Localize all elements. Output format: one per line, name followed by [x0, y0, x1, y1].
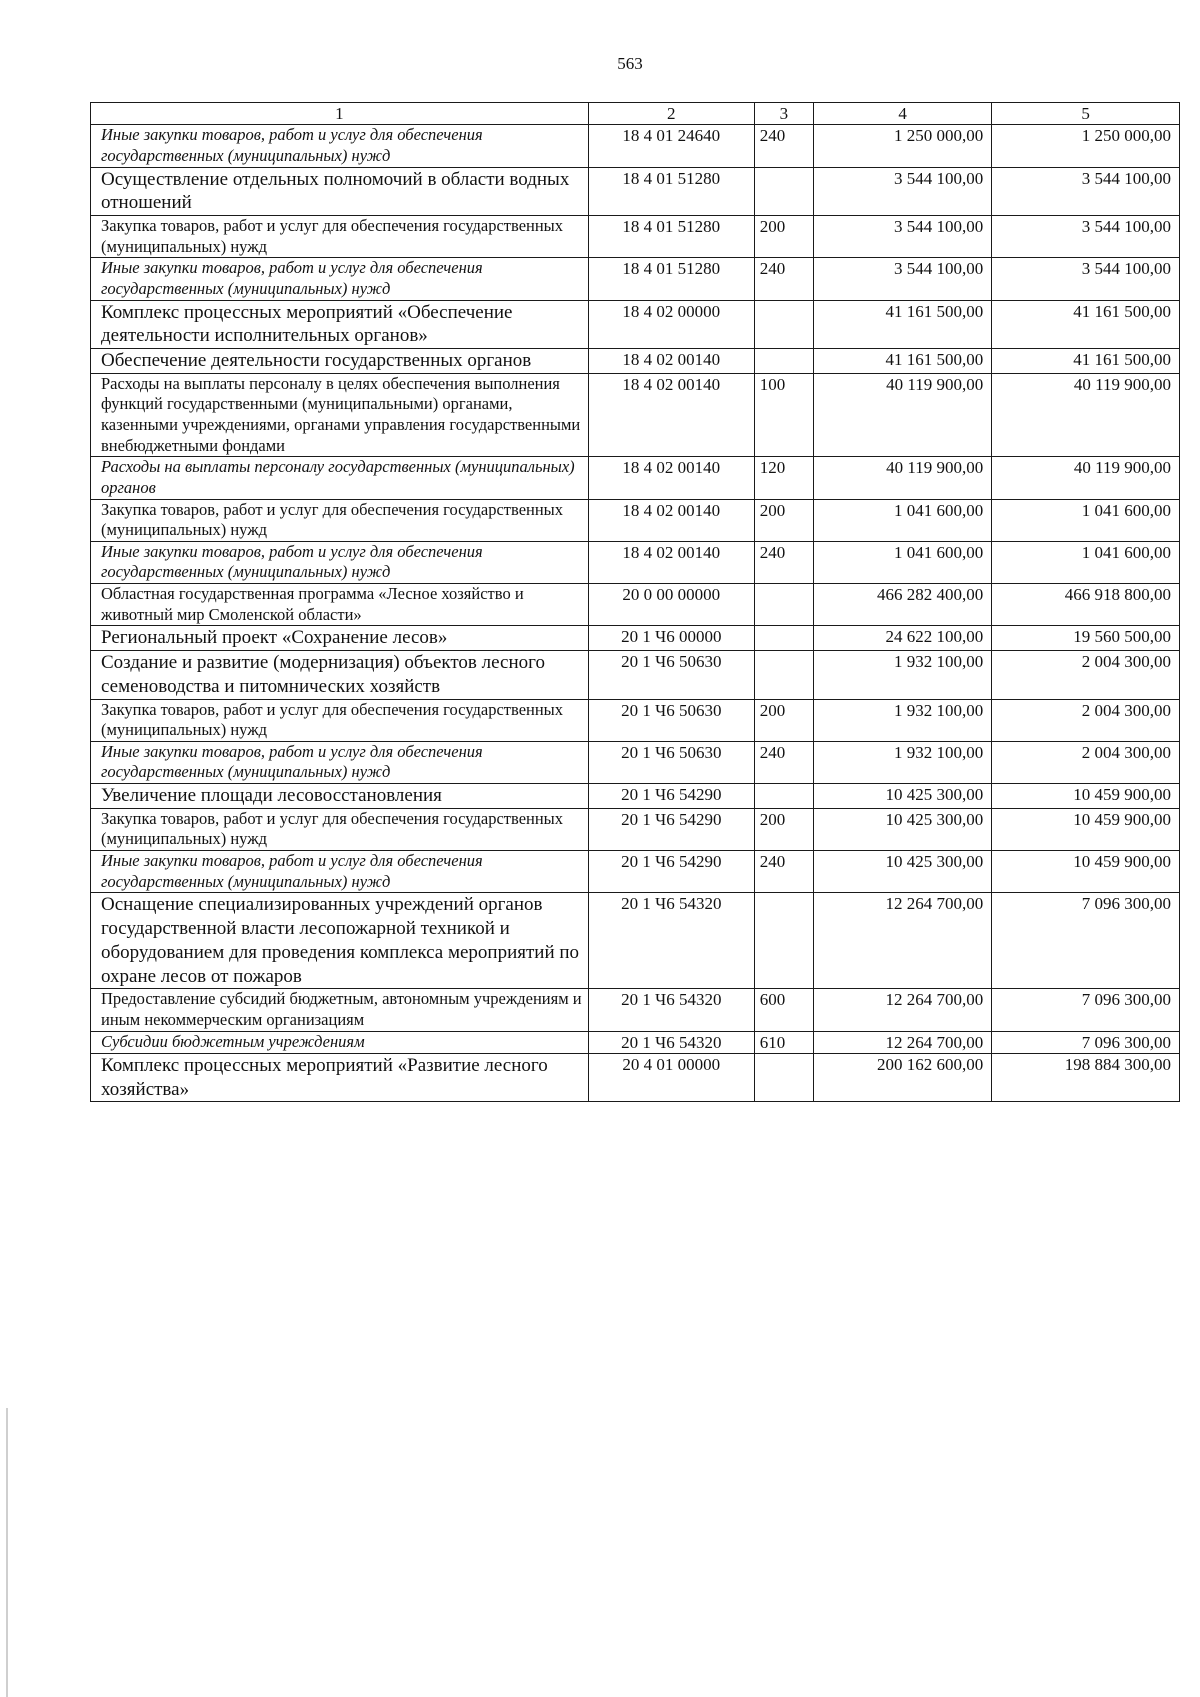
- row-vr-cell: [754, 167, 813, 216]
- row-vr-cell: 240: [754, 851, 813, 893]
- row-name-cell: Расходы на выплаты персоналу в целях обеспечения выполнения функций государственными (муниципальными) органами, казенными учреждениями, органами управления государственными внебюджетными фондами: [91, 373, 589, 457]
- row-vr-cell: [754, 626, 813, 651]
- row-sum-2-cell: 198 884 300,00: [992, 1053, 1180, 1102]
- column-header-sum-2: 5: [992, 103, 1180, 125]
- row-sum-2-cell: 10 459 900,00: [992, 851, 1180, 893]
- row-vr-cell: 200: [754, 699, 813, 741]
- row-name-cell: Предоставление субсидий бюджетным, автономным учреждениям и иным некоммерческим организациям: [91, 989, 589, 1031]
- row-code-cell: 18 4 01 51280: [588, 258, 754, 300]
- row-vr-cell: [754, 784, 813, 809]
- row-sum-1-cell: 10 425 300,00: [813, 784, 991, 809]
- row-vr-cell: [754, 651, 813, 700]
- page-number: 563: [617, 54, 643, 73]
- row-name-cell: Иные закупки товаров, работ и услуг для обеспечения государственных (муниципальных) нужд: [91, 851, 589, 893]
- table-body: [91, 125, 1180, 1102]
- row-sum-1-cell: 41 161 500,00: [813, 349, 991, 374]
- row-name-cell: Обеспечение деятельности государственных органов: [91, 349, 589, 374]
- table-row: [91, 626, 1180, 651]
- row-code-cell: 18 4 01 51280: [588, 216, 754, 258]
- row-code-cell: 18 4 01 51280: [588, 167, 754, 216]
- table-row: [91, 784, 1180, 809]
- row-code-cell: 20 1 Ч6 50630: [588, 651, 754, 700]
- table-row: [91, 893, 1180, 989]
- row-name-cell: Расходы на выплаты персоналу государственных (муниципальных) органов: [91, 457, 589, 499]
- table-header-row: [91, 103, 1180, 125]
- row-sum-1-cell: 41 161 500,00: [813, 300, 991, 349]
- table-row: [91, 373, 1180, 457]
- row-sum-1-cell: 40 119 900,00: [813, 373, 991, 457]
- row-code-cell: 18 4 02 00000: [588, 300, 754, 349]
- row-vr-cell: [754, 893, 813, 989]
- row-sum-1-cell: 3 544 100,00: [813, 167, 991, 216]
- table-row: [91, 216, 1180, 258]
- row-sum-2-cell: 7 096 300,00: [992, 989, 1180, 1031]
- row-sum-2-cell: 3 544 100,00: [992, 216, 1180, 258]
- column-header-code: 2: [588, 103, 754, 125]
- row-name-cell: Увеличение площади лесовосстановления: [91, 784, 589, 809]
- table-row: [91, 125, 1180, 167]
- row-code-cell: 18 4 02 00140: [588, 457, 754, 499]
- row-sum-2-cell: 7 096 300,00: [992, 893, 1180, 989]
- row-vr-cell: 240: [754, 541, 813, 583]
- row-code-cell: 20 0 00 00000: [588, 584, 754, 626]
- row-code-cell: 18 4 02 00140: [588, 373, 754, 457]
- table-row: [91, 851, 1180, 893]
- scan-edge-line: [6, 1408, 8, 1697]
- row-vr-cell: 240: [754, 125, 813, 167]
- row-sum-1-cell: 12 264 700,00: [813, 989, 991, 1031]
- row-sum-2-cell: 3 544 100,00: [992, 258, 1180, 300]
- row-sum-2-cell: 1 250 000,00: [992, 125, 1180, 167]
- row-sum-2-cell: 7 096 300,00: [992, 1031, 1180, 1053]
- table-row: [91, 699, 1180, 741]
- row-sum-1-cell: 1 041 600,00: [813, 499, 991, 541]
- row-code-cell: 20 1 Ч6 54320: [588, 989, 754, 1031]
- row-name-cell: Региональный проект «Сохранение лесов»: [91, 626, 589, 651]
- row-code-cell: 20 1 Ч6 54290: [588, 784, 754, 809]
- row-sum-2-cell: 2 004 300,00: [992, 741, 1180, 783]
- row-vr-cell: 240: [754, 741, 813, 783]
- row-vr-cell: 610: [754, 1031, 813, 1053]
- row-sum-2-cell: 40 119 900,00: [992, 457, 1180, 499]
- row-name-cell: Областная государственная программа «Лесное хозяйство и животный мир Смоленской области»: [91, 584, 589, 626]
- table-row: [91, 499, 1180, 541]
- row-vr-cell: 240: [754, 258, 813, 300]
- row-sum-2-cell: 3 544 100,00: [992, 167, 1180, 216]
- row-sum-2-cell: 2 004 300,00: [992, 699, 1180, 741]
- row-name-cell: Иные закупки товаров, работ и услуг для обеспечения государственных (муниципальных) нужд: [91, 741, 589, 783]
- row-code-cell: 18 4 02 00140: [588, 541, 754, 583]
- row-name-cell: Иные закупки товаров, работ и услуг для обеспечения государственных (муниципальных) нужд: [91, 541, 589, 583]
- row-sum-1-cell: 12 264 700,00: [813, 893, 991, 989]
- row-code-cell: 20 1 Ч6 54290: [588, 851, 754, 893]
- row-sum-1-cell: 3 544 100,00: [813, 258, 991, 300]
- row-sum-1-cell: 24 622 100,00: [813, 626, 991, 651]
- row-vr-cell: 120: [754, 457, 813, 499]
- row-code-cell: 20 1 Ч6 50630: [588, 699, 754, 741]
- row-sum-2-cell: 40 119 900,00: [992, 373, 1180, 457]
- row-code-cell: 20 1 Ч6 54290: [588, 808, 754, 850]
- table-row: [91, 457, 1180, 499]
- table-row: [91, 541, 1180, 583]
- row-vr-cell: 200: [754, 216, 813, 258]
- row-sum-1-cell: 12 264 700,00: [813, 1031, 991, 1053]
- row-sum-2-cell: 41 161 500,00: [992, 349, 1180, 374]
- row-vr-cell: 200: [754, 499, 813, 541]
- row-name-cell: Закупка товаров, работ и услуг для обеспечения государственных (муниципальных) нужд: [91, 699, 589, 741]
- row-name-cell: Субсидии бюджетным учреждениям: [91, 1031, 589, 1053]
- row-sum-1-cell: 200 162 600,00: [813, 1053, 991, 1102]
- table-row: [91, 584, 1180, 626]
- row-sum-2-cell: 1 041 600,00: [992, 499, 1180, 541]
- row-sum-1-cell: 1 932 100,00: [813, 699, 991, 741]
- row-sum-2-cell: 10 459 900,00: [992, 808, 1180, 850]
- row-sum-1-cell: 1 932 100,00: [813, 651, 991, 700]
- table-row: [91, 349, 1180, 374]
- row-sum-2-cell: 10 459 900,00: [992, 784, 1180, 809]
- row-code-cell: 18 4 01 24640: [588, 125, 754, 167]
- table-row: [91, 1031, 1180, 1053]
- row-code-cell: 20 1 Ч6 54320: [588, 893, 754, 989]
- row-sum-1-cell: 1 250 000,00: [813, 125, 991, 167]
- row-sum-2-cell: 2 004 300,00: [992, 651, 1180, 700]
- row-vr-cell: [754, 1053, 813, 1102]
- row-code-cell: 20 1 Ч6 50630: [588, 741, 754, 783]
- table-row: [91, 167, 1180, 216]
- table-row: [91, 651, 1180, 700]
- row-sum-1-cell: 10 425 300,00: [813, 851, 991, 893]
- row-sum-1-cell: 1 041 600,00: [813, 541, 991, 583]
- row-vr-cell: [754, 584, 813, 626]
- row-vr-cell: 600: [754, 989, 813, 1031]
- table-row: [91, 808, 1180, 850]
- table-row: [91, 300, 1180, 349]
- row-vr-cell: 100: [754, 373, 813, 457]
- row-name-cell: Комплекс процессных мероприятий «Развитие лесного хозяйства»: [91, 1053, 589, 1102]
- row-name-cell: Оснащение специализированных учреждений органов государственной власти лесопожарной техникой и оборудованием для проведения комплекса мероприятий по охране лесов от пожаров: [91, 893, 589, 989]
- row-code-cell: 20 4 01 00000: [588, 1053, 754, 1102]
- row-name-cell: Закупка товаров, работ и услуг для обеспечения государственных (муниципальных) нужд: [91, 499, 589, 541]
- row-sum-2-cell: 19 560 500,00: [992, 626, 1180, 651]
- row-name-cell: Иные закупки товаров, работ и услуг для обеспечения государственных (муниципальных) нужд: [91, 125, 589, 167]
- row-sum-1-cell: 466 282 400,00: [813, 584, 991, 626]
- row-sum-1-cell: 10 425 300,00: [813, 808, 991, 850]
- table-row: [91, 258, 1180, 300]
- budget-table: [90, 102, 1180, 1102]
- column-header-vr: 3: [754, 103, 813, 125]
- row-code-cell: 18 4 02 00140: [588, 499, 754, 541]
- column-header-name: 1: [91, 103, 589, 125]
- row-vr-cell: [754, 349, 813, 374]
- row-name-cell: Иные закупки товаров, работ и услуг для обеспечения государственных (муниципальных) нужд: [91, 258, 589, 300]
- row-code-cell: 20 1 Ч6 00000: [588, 626, 754, 651]
- row-sum-2-cell: 41 161 500,00: [992, 300, 1180, 349]
- table-row: [91, 741, 1180, 783]
- row-name-cell: Закупка товаров, работ и услуг для обеспечения государственных (муниципальных) нужд: [91, 808, 589, 850]
- table-row: [91, 1053, 1180, 1102]
- row-sum-1-cell: 3 544 100,00: [813, 216, 991, 258]
- row-vr-cell: 200: [754, 808, 813, 850]
- row-sum-2-cell: 1 041 600,00: [992, 541, 1180, 583]
- row-code-cell: 20 1 Ч6 54320: [588, 1031, 754, 1053]
- table-row: [91, 989, 1180, 1031]
- column-header-sum-1: 4: [813, 103, 991, 125]
- row-name-cell: Закупка товаров, работ и услуг для обеспечения государственных (муниципальных) нужд: [91, 216, 589, 258]
- row-name-cell: Осуществление отдельных полномочий в области водных отношений: [91, 167, 589, 216]
- row-name-cell: Создание и развитие (модернизация) объектов лесного семеноводства и питомнических хозяйств: [91, 651, 589, 700]
- row-name-cell: Комплекс процессных мероприятий «Обеспечение деятельности исполнительных органов»: [91, 300, 589, 349]
- row-sum-2-cell: 466 918 800,00: [992, 584, 1180, 626]
- row-code-cell: 18 4 02 00140: [588, 349, 754, 374]
- row-sum-1-cell: 1 932 100,00: [813, 741, 991, 783]
- row-vr-cell: [754, 300, 813, 349]
- row-sum-1-cell: 40 119 900,00: [813, 457, 991, 499]
